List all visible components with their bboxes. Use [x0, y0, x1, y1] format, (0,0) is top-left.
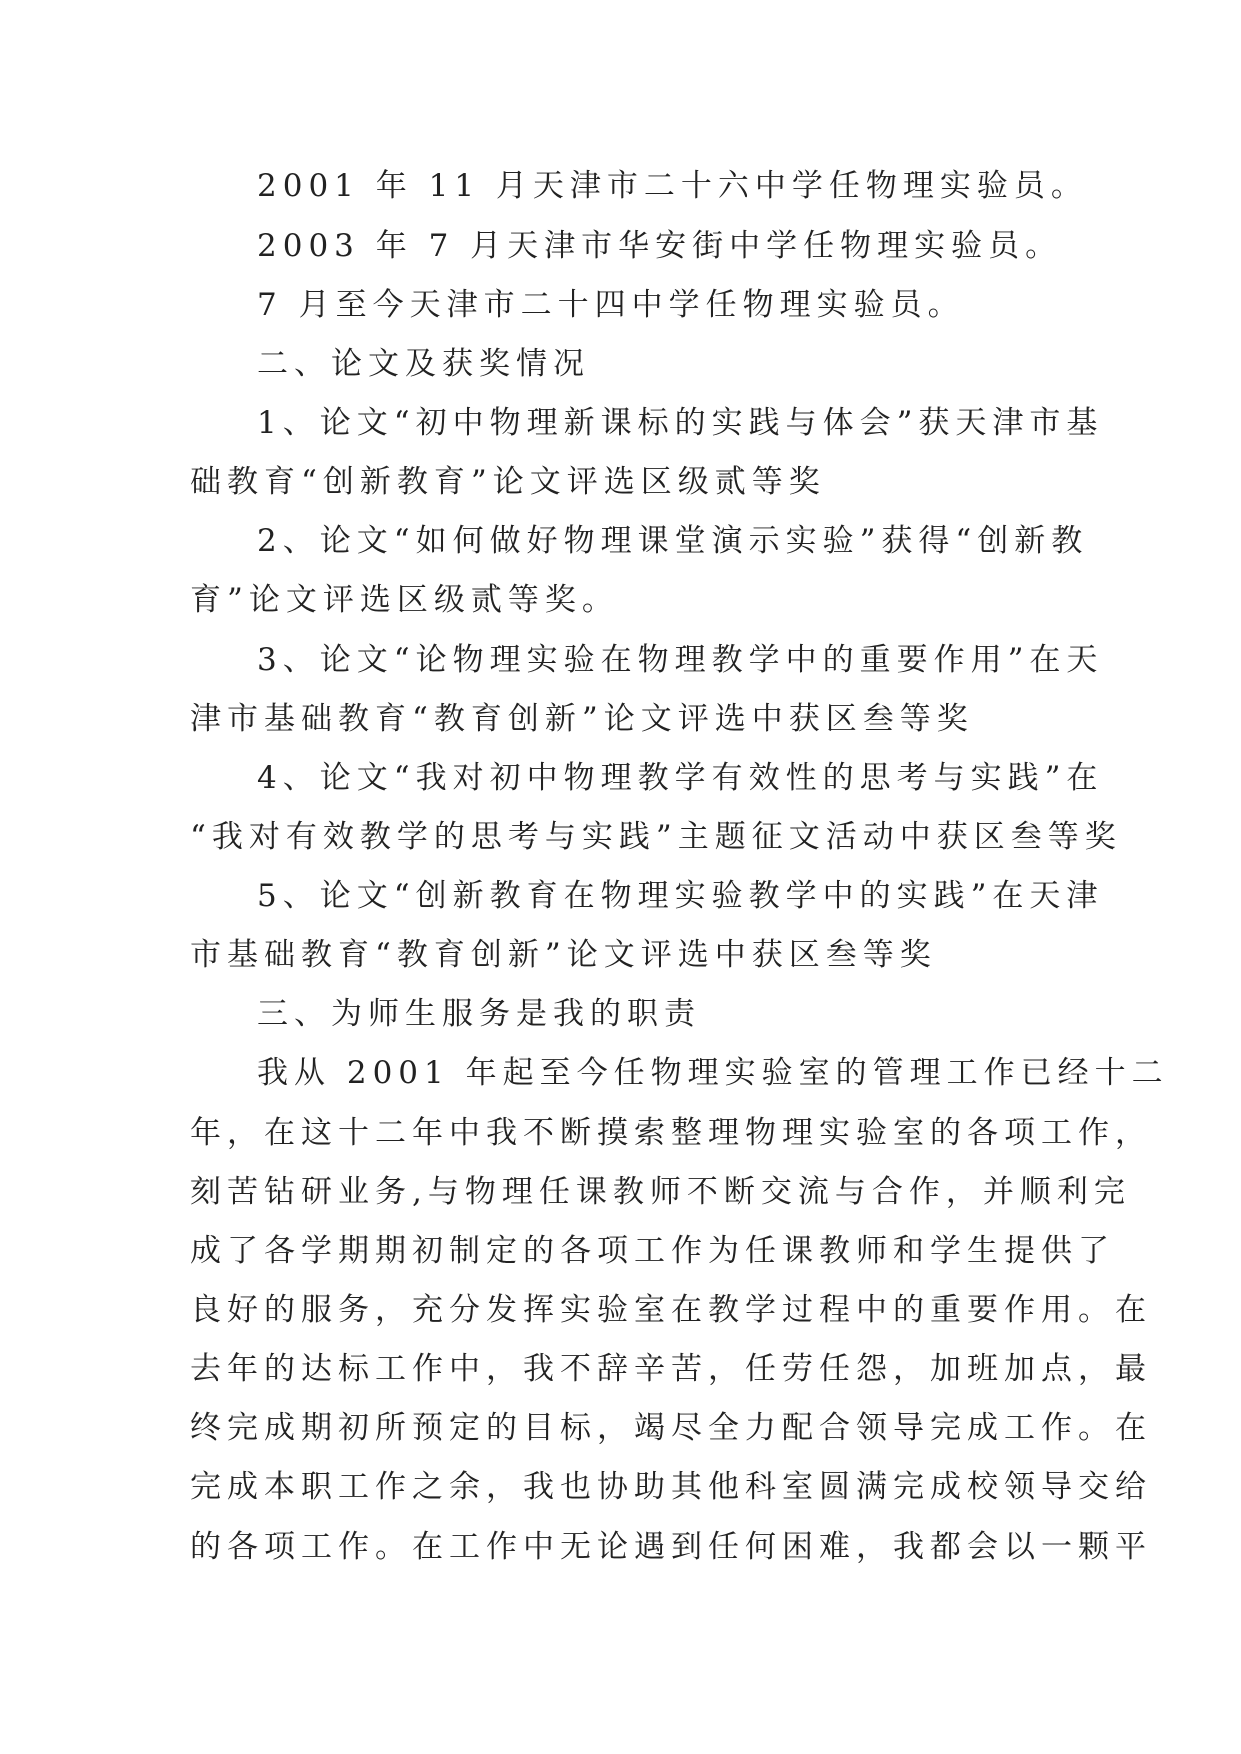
text-line: 的各项工作。在工作中无论遇到任何困难，我都会以一颗平 [190, 1529, 1152, 1565]
text-line: 终完成期初所预定的目标，竭尽全力配合领导完成工作。在 [190, 1410, 1152, 1446]
text-line: 年，在这十二年中我不断摸索整理物理实验室的各项工作， [190, 1115, 1152, 1151]
text-line: 7 月至今天津市二十四中学任物理实验员。 [257, 287, 965, 323]
text-line: 2、论文“如何做好物理课堂演示实验”获得“创新教 [257, 523, 1089, 559]
text-line: 育”论文评选区级贰等奖。 [190, 582, 619, 618]
text-line: “我对有效教学的思考与实践”主题征文活动中获区叁等奖 [190, 819, 1122, 855]
text-line: 去年的达标工作中，我不辞辛苦，任劳任怨，加班加点，最 [190, 1351, 1152, 1387]
section-heading: 二、论文及获奖情况 [257, 346, 590, 382]
text-line: 2001 年 11 月天津市二十六中学任物理实验员。 [257, 168, 1088, 204]
text-line: 5、论文“创新教育在物理实验教学中的实践”在天津 [257, 878, 1104, 914]
text-line: 我从 2001 年起至今任物理实验室的管理工作已经十二 [257, 1055, 1169, 1091]
section-heading: 三、为师生服务是我的职责 [257, 996, 701, 1032]
text-line: 1、论文“初中物理新课标的实践与体会”获天津市基 [257, 405, 1104, 441]
text-line: 2003 年 7 月天津市华安街中学任物理实验员。 [257, 228, 1063, 264]
text-line: 成了各学期期初制定的各项工作为任课教师和学生提供了 [190, 1233, 1115, 1269]
text-line: 刻苦钻研业务,与物理任课教师不断交流与合作，并顺利完 [190, 1174, 1131, 1210]
text-line: 完成本职工作之余，我也协助其他科室圆满完成校领导交给 [190, 1469, 1152, 1505]
text-line: 3、论文“论物理实验在物理教学中的重要作用”在天 [257, 642, 1104, 678]
text-line: 市基础教育“教育创新”论文评选中获区叁等奖 [190, 937, 937, 973]
text-line: 津市基础教育“教育创新”论文评选中获区叁等奖 [190, 701, 974, 737]
text-line: 良好的服务，充分发挥实验室在教学过程中的重要作用。在 [190, 1292, 1152, 1328]
text-line: 4、论文“我对初中物理教学有效性的思考与实践”在 [257, 760, 1104, 796]
text-line: 础教育“创新教育”论文评选区级贰等奖 [190, 464, 826, 500]
